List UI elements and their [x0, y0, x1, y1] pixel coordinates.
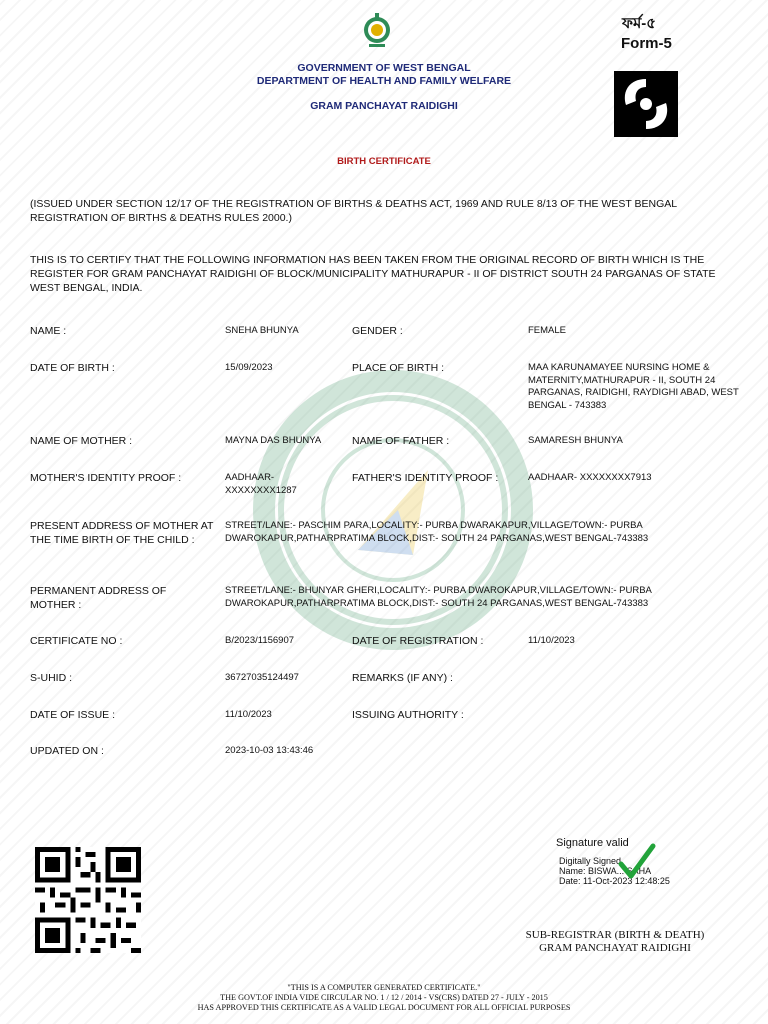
updated-on-label: UPDATED ON :: [30, 745, 104, 757]
government-heading: GOVERNMENT OF WEST BENGAL: [297, 62, 471, 74]
dob-label: DATE OF BIRTH :: [30, 362, 115, 374]
footer-line-1: "THIS IS A COMPUTER GENERATED CERTIFICATE.": [287, 983, 481, 992]
certificate-no-value: B/2023/1156907: [225, 635, 295, 646]
father-id-value: AADHAAR- XXXXXXXX7913: [528, 472, 652, 483]
issue-date-label: DATE OF ISSUE :: [30, 709, 115, 721]
suhid-label: S-UHID :: [30, 672, 72, 684]
signature-date: Date: 11-Oct-2023 12:48:25: [559, 876, 670, 886]
issuing-authority-label: ISSUING AUTHORITY :: [352, 709, 464, 721]
registration-date-label: DATE OF REGISTRATION :: [352, 635, 484, 647]
present-address-value: STREET/LANE:- PASCHIM PARA,LOCALITY:- PURBA DWARAKAPUR,VILLAGE/TOWN:- PURBA DWAROKAPUR,PATHARPRATIMA BLOCK,DIST:- SOUTH 24 PARGANAS,WEST BENGAL-743383: [225, 520, 649, 544]
name-value: SNEHA BHUNYA: [225, 325, 299, 336]
updated-on-value: 2023-10-03 13:43:46: [225, 745, 314, 756]
name-label: NAME :: [30, 325, 67, 337]
gender-label: GENDER :: [352, 325, 403, 337]
panchayat-heading: GRAM PANCHAYAT RAIDIGHI: [310, 100, 458, 112]
pob-label: PLACE OF BIRTH :: [352, 362, 444, 374]
checkmark-icon: [617, 842, 657, 882]
father-name-value: SAMARESH BHUNYA: [528, 435, 623, 446]
remarks-label: REMARKS (IF ANY) :: [352, 672, 453, 684]
form-label: Form-5: [621, 35, 672, 52]
certificate-title: BIRTH CERTIFICATE: [337, 156, 431, 167]
present-address-label: PRESENT ADDRESS OF MOTHER AT THE TIME BIRTH OF THE CHILD :: [30, 520, 214, 546]
certify-paragraph: THIS IS TO CERTIFY THAT THE FOLLOWING INFORMATION HAS BEEN TAKEN FROM THE ORIGINAL RECORD OF BIRTH WHICH IS THE REGISTER FOR GRAM PANCHAYAT RAIDIGHI OF BLOCK/MUNICIPALITY MATHURAPUR - II OF DISTRICT SOUTH 24 PARGANAS OF STATE WEST BENGAL, INDIA.: [30, 254, 716, 294]
watermark-seal: [248, 360, 538, 660]
signature-valid-label: Signature valid: [556, 837, 629, 849]
crs-logo-icon: [614, 71, 678, 137]
registration-date-value: 11/10/2023: [528, 635, 575, 646]
pob-value: MAA KARUNAMAYEE NURSING HOME & MATERNITY,MATHURAPUR - II, SOUTH 24 PARGANAS, RAIDIGHI, RAYDIGHI ABAD, WEST BENGAL - 743383: [528, 362, 739, 411]
west-bengal-emblem-icon: [362, 12, 392, 52]
dob-value: 15/09/2023: [225, 362, 273, 373]
permanent-address-label: PERMANENT ADDRESS OF MOTHER :: [30, 585, 167, 611]
permanent-address-value: STREET/LANE:- BHUNYAR GHERI,LOCALITY:- PURBA DWAROKAPUR,VILLAGE/TOWN:- PURBA DWAROKAPUR,PATHARPRATIMA BLOCK,DIST:- SOUTH 24 PARGANAS,WEST BENGAL-743383: [225, 585, 652, 609]
mother-name-value: MAYNA DAS BHUNYA: [225, 435, 322, 446]
gender-value: FEMALE: [528, 325, 567, 336]
sub-registrar-title: SUB-REGISTRAR (BIRTH & DEATH): [525, 929, 705, 941]
certificate-no-label: CERTIFICATE NO :: [30, 635, 123, 647]
father-name-label: NAME OF FATHER :: [352, 435, 450, 447]
form-bengali-label: ফর্ম-৫: [622, 15, 657, 32]
suhid-value: 36727035124497: [225, 672, 299, 683]
sub-registrar-panchayat: GRAM PANCHAYAT RAIDIGHI: [539, 942, 691, 954]
mother-name-label: NAME OF MOTHER :: [30, 435, 133, 447]
footer-line-2: THE GOVT.OF INDIA VIDE CIRCULAR NO. 1 / 12 / 2014 - VS(CRS) DATED 27 - JULY - 2015: [220, 993, 548, 1002]
issued-under-paragraph: (ISSUED UNDER SECTION 12/17 OF THE REGISTRATION OF BIRTHS & DEATHS ACT, 1969 AND RULE 8/13 OF THE WEST BENGAL REGISTRATION OF BIRTHS & DEATHS RULES 2000.): [30, 198, 677, 224]
mother-id-label: MOTHER'S IDENTITY PROOF :: [30, 472, 182, 484]
mother-id-value: AADHAAR- XXXXXXXX1287: [225, 472, 297, 496]
qr-code[interactable]: [35, 847, 141, 953]
department-heading: DEPARTMENT OF HEALTH AND FAMILY WELFARE: [256, 75, 512, 87]
digitally-signed-label: Digitally Signed: [559, 856, 622, 866]
signer-name: Name: BISWA... SAHA: [559, 866, 652, 876]
father-id-label: FATHER'S IDENTITY PROOF :: [352, 472, 499, 484]
issue-date-value: 11/10/2023: [225, 709, 272, 720]
footer-line-3: HAS APPROVED THIS CERTIFICATE AS A VALID LEGAL DOCUMENT FOR ALL OFFICIAL PURPOSES: [197, 1003, 571, 1012]
